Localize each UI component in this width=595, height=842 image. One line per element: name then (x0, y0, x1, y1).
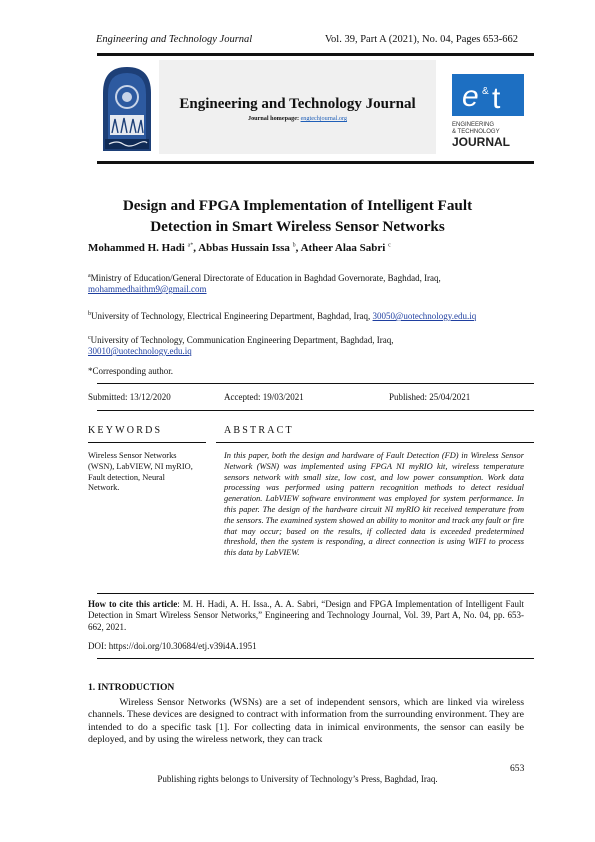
svg-text:e: e (462, 80, 479, 113)
author-name: Abbas Hussain Issa (198, 242, 290, 254)
doi-line[interactable]: DOI: https://doi.org/10.30684/etj.v39i4A.1951 (88, 641, 257, 651)
keywords-list: Wireless Sensor Networks (WSN), LabVIEW, NI myRIO, Fault detection, Neural Network. (88, 451, 193, 493)
abstract-bottom-rule (97, 593, 534, 594)
homepage-link[interactable]: engtechjournal.org (300, 115, 348, 122)
journal-name: Engineering and Technology Journal (179, 96, 416, 112)
logo-line-2: & TECHNOLOGY (452, 129, 500, 135)
affiliation-a (88, 271, 538, 295)
running-header-journal: Engineering and Technology Journal (96, 34, 253, 45)
keywords-rule (88, 442, 206, 443)
author-affil-mark: c (388, 242, 391, 249)
submitted-date: Submitted: 13/12/2020 (88, 392, 171, 402)
author-affil-mark: b (292, 242, 296, 249)
abstract-heading: ABSTRACT (224, 425, 294, 436)
banner-top-rule (97, 53, 534, 56)
author-affil-mark: a* (187, 242, 194, 249)
cite-bottom-rule (97, 658, 534, 659)
corresponding-author: *Corresponding author. (88, 366, 173, 376)
cite-label: How to cite this article (88, 599, 178, 609)
section-heading-introduction (88, 682, 174, 693)
author-name: Atheer Alaa Sabri (300, 242, 386, 254)
dates-top-rule (97, 383, 534, 384)
introduction-paragraph (88, 697, 524, 746)
journal-banner (97, 60, 528, 154)
svg-text:t: t (492, 82, 501, 115)
article-title (60, 195, 535, 237)
affil-mark: b (88, 311, 91, 317)
published-date: Published: 25/04/2021 (389, 392, 471, 402)
homepage-label: Journal homepage: (247, 115, 301, 122)
title-line-1: Design and FPGA Implementation of Intelligent Fault (122, 197, 473, 214)
abstract-body: In this paper, both the design and hardware of Fault Detection (FD) in Wireless Sensor Network (WSN) was implemented using FPGA NI myRIO kit, wireless temperature sensors network with small size, low cost, and low power consumption. Work data processing was performed using pattern recognition methods to detect residual generation. LabVIEW software environment was employed for system performance. In this paper. The design of the hardware circuit NI myRIO kit received temperature from the sensors. The examined system showed an ability to monitor and track any fault or fire that may occur; based on the results, if collected data is exceeded predetermined threshold, then the system is responding, a direct connection is using WIFI to process this data by LabVIEW. (224, 451, 524, 558)
title-line-2: Detection in Smart Wireless Sensor Networks (150, 218, 445, 235)
logo-line-3: JOURNAL (452, 135, 511, 149)
affiliation-b (88, 309, 538, 322)
running-header-volume: Vol. 39, Part A (2021), No. 04, Pages 653-662 (324, 34, 518, 45)
author-name: Mohammed H. Hadi (88, 242, 185, 254)
how-to-cite (88, 599, 524, 633)
dates-bottom-rule (97, 410, 534, 411)
affiliation-c (88, 333, 538, 357)
page-number: 653 (510, 763, 525, 774)
logo-line-1: ENGINEERING (452, 122, 495, 128)
author-list: Mohammed H. Hadi $^{a*}$, Abbas Hussain Issa $^b$, Atheer Alaa Sabri $^c$ (88, 242, 391, 254)
svg-text:&: & (482, 86, 489, 97)
keywords-heading: KEYWORDS (88, 425, 163, 436)
intro-text: Wireless Sensor Networks (WSNs) are a set of independent sensors, which are linked via wireless channels. These devices are designed to contract with information from the surrounding environment. They are intended to do a specific task [1]. For collecting data in inimical environments, the sensor can easily be deployed, and by using the wireless network, they can track (88, 697, 525, 745)
et-logo-text (452, 122, 524, 149)
university-logo (99, 63, 155, 153)
section-title: NTRODUCTION (101, 682, 175, 693)
banner-bottom-rule (97, 161, 534, 164)
affil-text: University of Technology, Communication Engineering Department, Baghdad, Iraq, (90, 335, 394, 345)
cite-text: : M. H. Hadi, A. H. Issa., A. A. Sabri, “Design and FPGA Implementation of Intelligent Fault Detection in Smart Wireless Sensor Networks,” Engineering and Technology Journal, Vol. 39, Part A, No. 04, pp. 653-662, 2021. (88, 599, 524, 632)
journal-homepage (159, 115, 436, 122)
affil-text: Ministry of Education/General Directorate of Education in Baghdad Governorate, Baghdad, Iraq, (90, 273, 441, 283)
publishing-rights-footer: Publishing rights belongs to University of Technology’s Press, Baghdad, Iraq. (157, 774, 438, 784)
banner-title-panel (159, 60, 436, 154)
journal-logo (452, 74, 524, 148)
affil-text: University of Technology, Electrical Engineering Department, Baghdad, Iraq, (91, 311, 371, 321)
affil-mark: c (88, 335, 91, 341)
abstract-rule (216, 442, 534, 443)
accepted-date: Accepted: 19/03/2021 (224, 392, 304, 402)
affil-email-link[interactable]: mohammedhaithm9@gmail.com (88, 284, 207, 294)
et-logo-mark (452, 74, 524, 116)
affil-email-link[interactable]: 30050@uotechnology.edu.iq (372, 311, 477, 321)
section-number: 1. I (88, 682, 102, 693)
affil-email-link[interactable]: 30010@uotechnology.edu.iq (88, 346, 192, 356)
affil-mark: a (88, 273, 91, 279)
